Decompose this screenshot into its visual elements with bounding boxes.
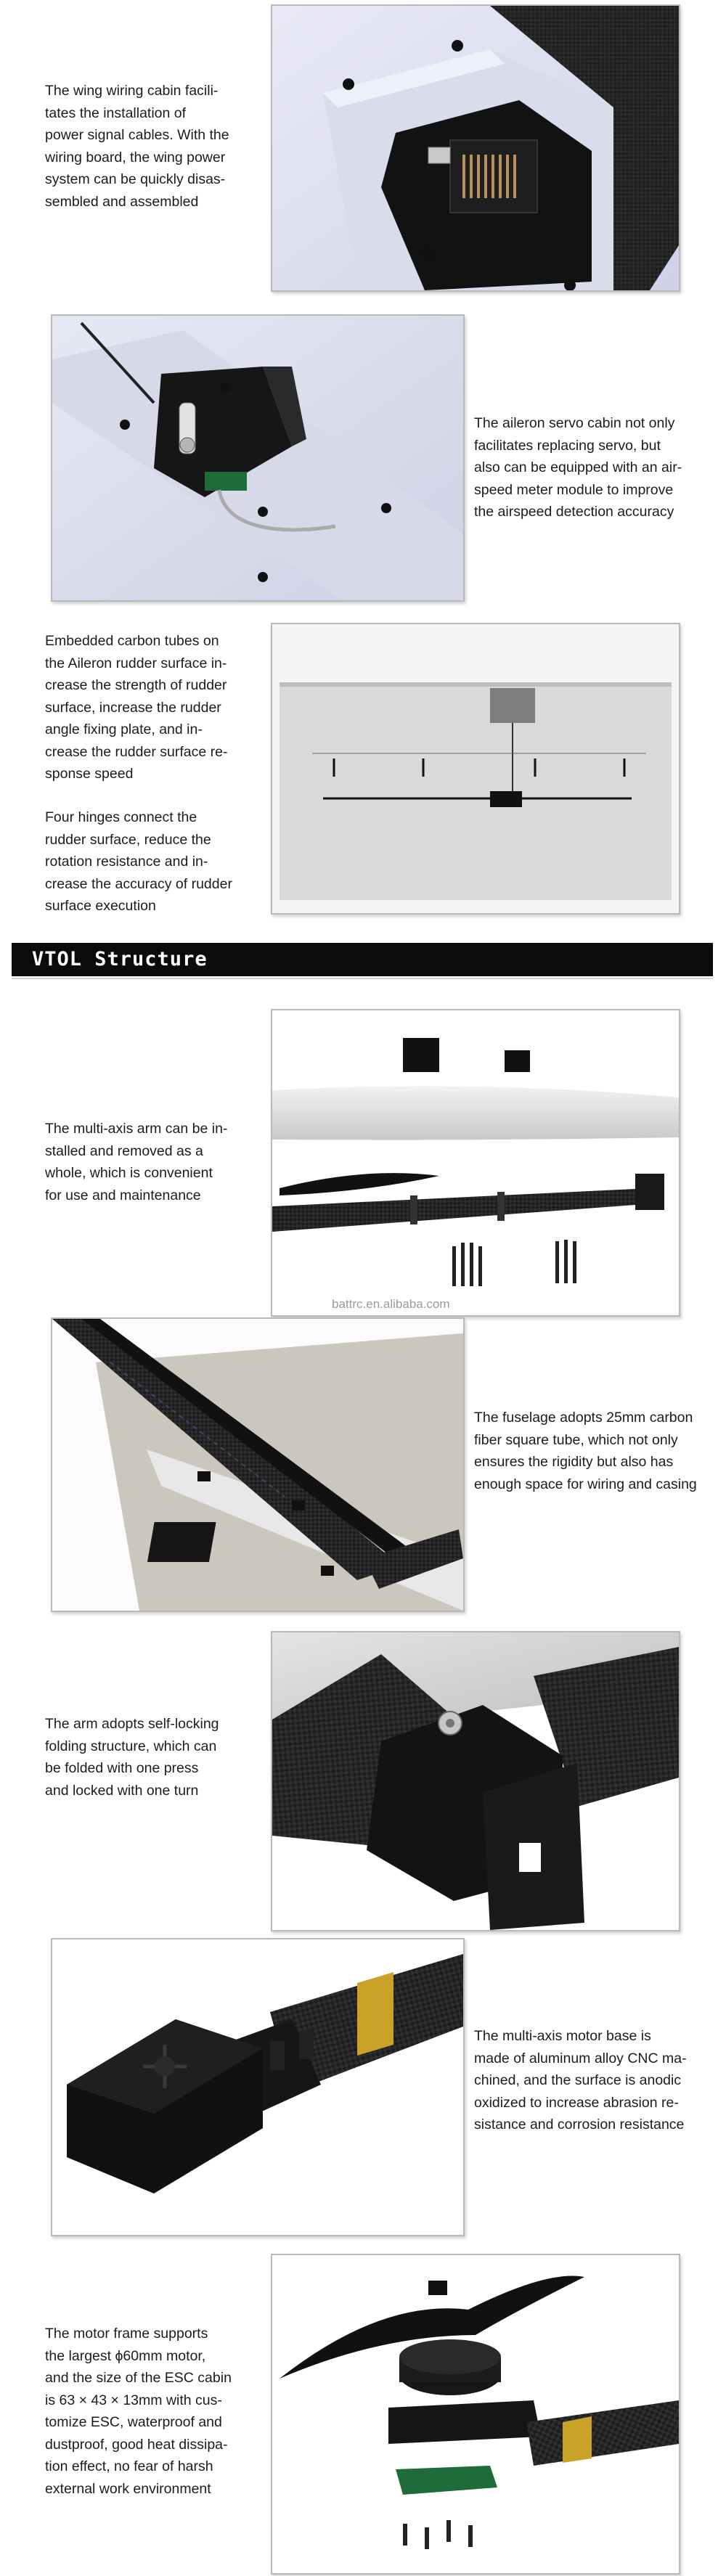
motor-frame-image [271,2254,680,2575]
watermark-text: battrc.en.alibaba.com [332,1297,450,1311]
section-title: VTOL Structure [32,948,208,970]
aileron-servo-image [51,314,465,602]
motor-base-text: The multi-axis motor base is made of aluminum alloy CNC ma- chined, and the surface is anodic oxidized to increase abrasion re- sistance and corrosion resistance [474,2028,687,2133]
rudder-surface-image [271,623,680,915]
wing-wiring-image [271,4,680,292]
arm-locking-image [271,1631,680,1931]
hinges-text: Four hinges connect the rudder surface, reduce the rotation resistance and in- crease the accuracy of rudder surface execution [45,809,232,914]
aileron-servo-text: The aileron servo cabin not only facilitates replacing servo, but also can be equipped with an air- speed meter module to improve the airspeed detection accuracy [474,415,682,520]
motor-base-image [51,1938,465,2236]
multi-axis-arm-image [271,1009,680,1317]
fuselage-tube-image [51,1317,465,1612]
multi-axis-arm-text: The multi-axis arm can be in- stalled and removed as a whole, which is convenient for use and maintenance [45,1121,228,1203]
carbon-tubes-text: Embedded carbon tubes on the Aileron rudder surface in- crease the strength of rudder surface, increase the rudder angle fixing plate, and in- crease the rudder surface re- sponse speed [45,633,228,782]
arm-locking-text: The arm adopts self-locking folding structure, which can be folded with one press and locked with one turn [45,1716,219,1799]
header-divider [12,978,713,979]
motor-frame-text: The motor frame supports the largest ϕ60mm motor, and the size of the ESC cabin is 63 × 43 × 13mm with cus- tomize ESC, waterproof and dustproof, good heat dissipa- tion effect, no fear of harsh external work environment [45,2326,232,2497]
wing-wiring-text: The wing wiring cabin facili- tates the installation of power signal cables. With the wiring board, the wing power system can be quickly disas- sembled and assembled [45,83,229,210]
fuselage-tube-text: The fuselage adopts 25mm carbon fiber square tube, which not only ensures the rigidity but also has enough space for wiring and casing [474,1410,697,1492]
section-header [12,943,713,976]
